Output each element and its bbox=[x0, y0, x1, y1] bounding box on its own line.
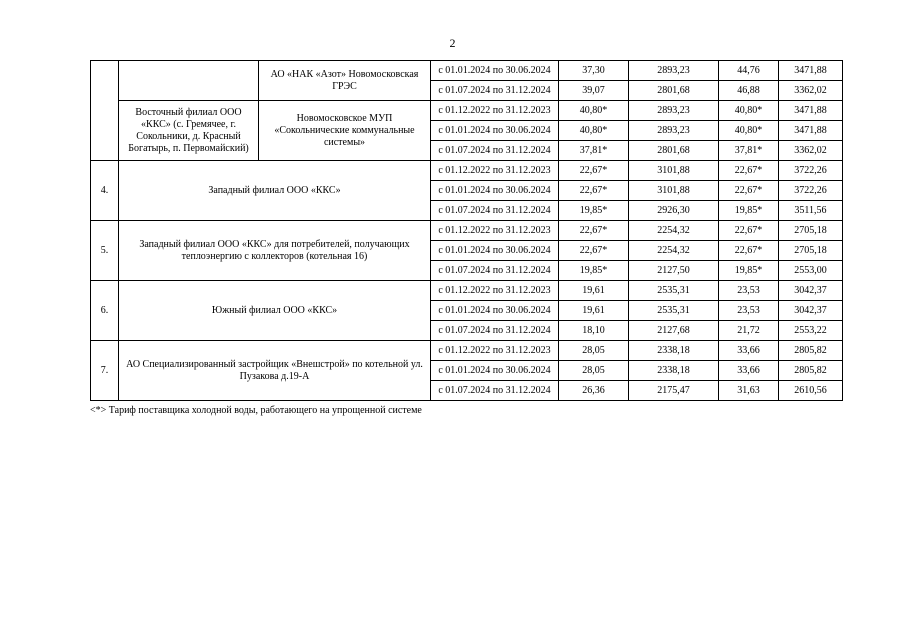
value-cell: 23,53 bbox=[719, 301, 779, 321]
value-cell: 22,67* bbox=[719, 161, 779, 181]
period-cell: с 01.01.2024 по 30.06.2024 bbox=[431, 361, 559, 381]
value-cell: 19,61 bbox=[559, 301, 629, 321]
value-cell: 2705,18 bbox=[779, 221, 843, 241]
value-cell: 22,67* bbox=[559, 221, 629, 241]
value-cell: 18,10 bbox=[559, 321, 629, 341]
value-cell: 37,81* bbox=[719, 141, 779, 161]
value-cell: 44,76 bbox=[719, 61, 779, 81]
footnote: <*> Тариф поставщика холодной воды, работающего на упрощенной системе bbox=[90, 405, 422, 416]
value-cell: 21,72 bbox=[719, 321, 779, 341]
period-cell: с 01.12.2022 по 31.12.2023 bbox=[431, 221, 559, 241]
value-cell: 39,07 bbox=[559, 81, 629, 101]
table-row bbox=[91, 161, 843, 181]
value-cell: 40,80* bbox=[719, 101, 779, 121]
value-cell: 2926,30 bbox=[629, 201, 719, 221]
value-cell: 19,85* bbox=[719, 261, 779, 281]
value-cell: 2801,68 bbox=[629, 141, 719, 161]
value-cell: 26,36 bbox=[559, 381, 629, 401]
period-cell: с 01.12.2022 по 31.12.2023 bbox=[431, 341, 559, 361]
org-cell: Западный филиал ООО «ККС» bbox=[119, 161, 431, 221]
value-cell: 33,66 bbox=[719, 341, 779, 361]
value-cell: 22,67* bbox=[719, 221, 779, 241]
row-number: 4. bbox=[91, 161, 119, 221]
table-row bbox=[91, 61, 843, 81]
value-cell: 3362,02 bbox=[779, 81, 843, 101]
page-number: 2 bbox=[449, 36, 456, 50]
value-cell: 2893,23 bbox=[629, 101, 719, 121]
value-cell: 2553,00 bbox=[779, 261, 843, 281]
value-cell: 3722,26 bbox=[779, 181, 843, 201]
value-cell: 22,67* bbox=[559, 241, 629, 261]
value-cell: 19,61 bbox=[559, 281, 629, 301]
value-cell: 2254,32 bbox=[629, 221, 719, 241]
tariff-table bbox=[90, 60, 843, 401]
value-cell: 3042,37 bbox=[779, 281, 843, 301]
period-cell: с 01.07.2024 по 31.12.2024 bbox=[431, 201, 559, 221]
period-cell: с 01.12.2022 по 31.12.2023 bbox=[431, 161, 559, 181]
value-cell: 3511,56 bbox=[779, 201, 843, 221]
period-cell: с 01.12.2022 по 31.12.2023 bbox=[431, 281, 559, 301]
value-cell: 2893,23 bbox=[629, 61, 719, 81]
value-cell: 3471,88 bbox=[779, 121, 843, 141]
table-row bbox=[91, 341, 843, 361]
row-number bbox=[91, 61, 119, 161]
period-cell: с 01.01.2024 по 30.06.2024 bbox=[431, 181, 559, 201]
value-cell: 19,85* bbox=[559, 261, 629, 281]
value-cell: 2805,82 bbox=[779, 341, 843, 361]
value-cell: 28,05 bbox=[559, 341, 629, 361]
value-cell: 3471,88 bbox=[779, 101, 843, 121]
value-cell: 2535,31 bbox=[629, 281, 719, 301]
value-cell: 2705,18 bbox=[779, 241, 843, 261]
value-cell: 40,80* bbox=[559, 101, 629, 121]
value-cell: 2254,32 bbox=[629, 241, 719, 261]
value-cell: 2801,68 bbox=[629, 81, 719, 101]
period-cell: с 01.07.2024 по 31.12.2024 bbox=[431, 381, 559, 401]
value-cell: 22,67* bbox=[559, 181, 629, 201]
value-cell: 37,30 bbox=[559, 61, 629, 81]
period-cell: с 01.01.2024 по 30.06.2024 bbox=[431, 121, 559, 141]
period-cell: с 01.07.2024 по 31.12.2024 bbox=[431, 81, 559, 101]
value-cell: 2127,50 bbox=[629, 261, 719, 281]
value-cell: 22,67* bbox=[559, 161, 629, 181]
period-cell: с 01.12.2022 по 31.12.2023 bbox=[431, 101, 559, 121]
period-cell: с 01.01.2024 по 30.06.2024 bbox=[431, 241, 559, 261]
value-cell: 3471,88 bbox=[779, 61, 843, 81]
period-cell: с 01.07.2024 по 31.12.2024 bbox=[431, 141, 559, 161]
table-row bbox=[91, 281, 843, 301]
value-cell: 2175,47 bbox=[629, 381, 719, 401]
value-cell: 3362,02 bbox=[779, 141, 843, 161]
value-cell: 19,85* bbox=[559, 201, 629, 221]
value-cell: 2127,68 bbox=[629, 321, 719, 341]
value-cell: 22,67* bbox=[719, 241, 779, 261]
value-cell: 37,81* bbox=[559, 141, 629, 161]
org-cell: Южный филиал ООО «ККС» bbox=[119, 281, 431, 341]
value-cell: 2893,23 bbox=[629, 121, 719, 141]
table-row bbox=[91, 101, 843, 121]
org-cell: Западный филиал ООО «ККС» для потребителей, получающих теплоэнергию с коллекторов (котельная 16) bbox=[119, 221, 431, 281]
table-row bbox=[91, 221, 843, 241]
value-cell: 28,05 bbox=[559, 361, 629, 381]
value-cell: 46,88 bbox=[719, 81, 779, 101]
value-cell: 33,66 bbox=[719, 361, 779, 381]
org-cell: АО Специализированный застройщик «Внешстрой» по котельной ул. Пузакова д.19-А bbox=[119, 341, 431, 401]
org-cell: Восточный филиал ООО «ККС» (с. Гремячее, г. Сокольники, д. Красный Богатырь, п. Первомайский) bbox=[119, 101, 259, 161]
value-cell: 2338,18 bbox=[629, 341, 719, 361]
period-cell: с 01.01.2024 по 30.06.2024 bbox=[431, 301, 559, 321]
value-cell: 22,67* bbox=[719, 181, 779, 201]
period-cell: с 01.01.2024 по 30.06.2024 bbox=[431, 61, 559, 81]
value-cell: 2610,56 bbox=[779, 381, 843, 401]
value-cell: 2338,18 bbox=[629, 361, 719, 381]
row-number: 7. bbox=[91, 341, 119, 401]
period-cell: с 01.07.2024 по 31.12.2024 bbox=[431, 261, 559, 281]
value-cell: 3722,26 bbox=[779, 161, 843, 181]
row-number: 6. bbox=[91, 281, 119, 341]
value-cell: 31,63 bbox=[719, 381, 779, 401]
value-cell: 3042,37 bbox=[779, 301, 843, 321]
value-cell: 2553,22 bbox=[779, 321, 843, 341]
period-cell: с 01.07.2024 по 31.12.2024 bbox=[431, 321, 559, 341]
value-cell: 40,80* bbox=[719, 121, 779, 141]
value-cell: 2805,82 bbox=[779, 361, 843, 381]
value-cell: 2535,31 bbox=[629, 301, 719, 321]
value-cell: 19,85* bbox=[719, 201, 779, 221]
supplier-cell: Новомосковское МУП «Сокольнические коммунальные системы» bbox=[259, 101, 431, 161]
supplier-cell: АО «НАК «Азот» Новомосковская ГРЭС bbox=[259, 61, 431, 101]
org-cell bbox=[119, 61, 259, 101]
value-cell: 3101,88 bbox=[629, 161, 719, 181]
row-number: 5. bbox=[91, 221, 119, 281]
value-cell: 23,53 bbox=[719, 281, 779, 301]
value-cell: 3101,88 bbox=[629, 181, 719, 201]
value-cell: 40,80* bbox=[559, 121, 629, 141]
